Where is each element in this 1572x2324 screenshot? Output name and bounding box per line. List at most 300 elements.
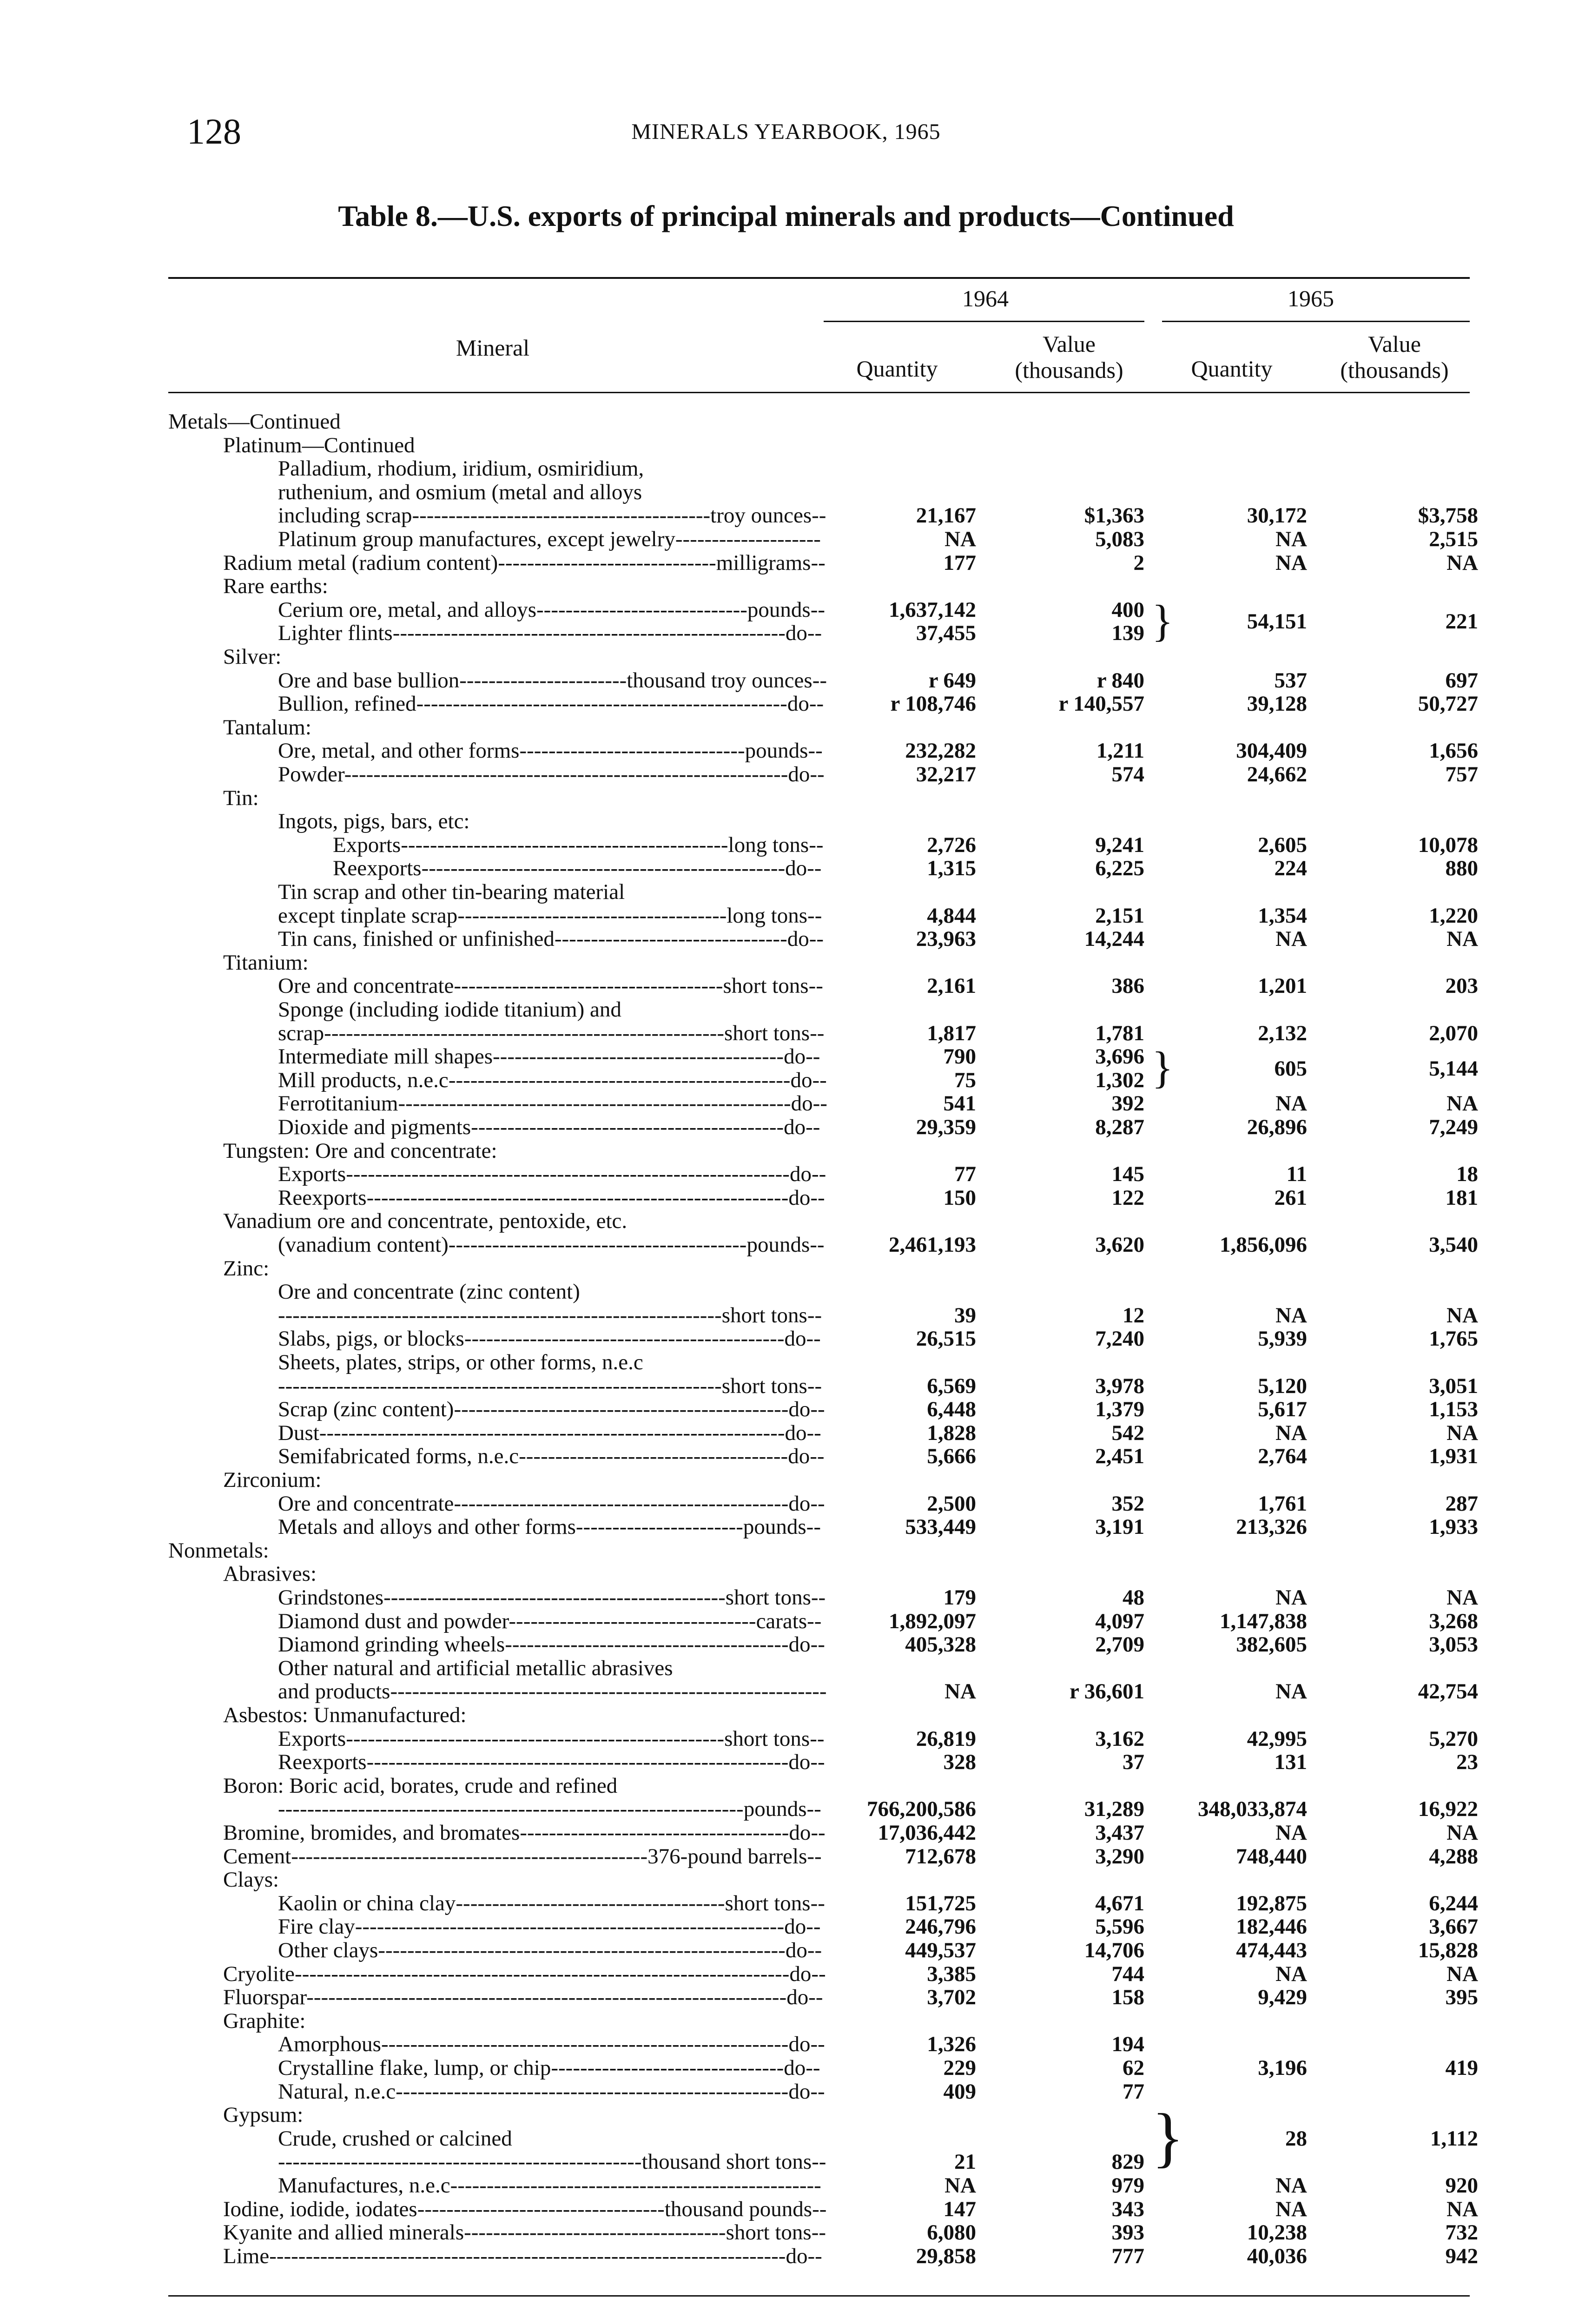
cell-q64: 37,455	[916, 621, 976, 646]
dot-leader: -------------------------------------	[519, 1444, 788, 1469]
cell-q65: 28	[1285, 2126, 1307, 2151]
cell-v65: 203	[1445, 974, 1478, 998]
cell-q64: 1,828	[927, 1420, 976, 1445]
dot-leader: -------------------------------------	[456, 1891, 725, 1915]
cell-q64: 26,819	[916, 1726, 976, 1751]
dot-leader: --	[810, 1021, 825, 1045]
dot-leader: ----------------------------------------------------------	[366, 1750, 789, 1775]
cell-q64: 39	[954, 1303, 976, 1327]
cell-v65: 5,270	[1429, 1726, 1478, 1751]
page-number: 128	[187, 111, 241, 152]
dot-leader: --	[810, 1397, 825, 1422]
row-label-text: Fire clay	[278, 1915, 355, 1939]
row-label	[278, 527, 821, 552]
cell-v65: NA	[1447, 1420, 1478, 1445]
row-label-text: Mill products, n.e.c	[278, 1068, 449, 1092]
cell-v65: 419	[1445, 2056, 1478, 2080]
cell-v64: r 36,601	[1069, 1679, 1144, 1704]
cell-q64: 21	[954, 2150, 976, 2174]
row-label-text: Reexports	[278, 1750, 367, 1775]
cell-q65: NA	[1275, 1303, 1307, 1327]
row-unit: do	[788, 1750, 811, 1775]
row-label-text: Crude, crushed or calcined	[278, 2126, 512, 2151]
row-label-text: Ferrotitanium	[278, 1091, 398, 1116]
row-label	[278, 691, 824, 716]
row-label-text: Vanadium ore and concentrate, pentoxide, etc.	[223, 1209, 627, 1234]
row-unit: do	[788, 1185, 811, 1210]
row-label-text: Dioxide and pigments	[278, 1115, 471, 1139]
dot-leader: --	[810, 597, 826, 622]
cell-q64: NA	[945, 1679, 976, 1704]
row-unit: do	[785, 1420, 807, 1445]
row-label	[223, 715, 311, 740]
cell-q65: 26,896	[1247, 1115, 1307, 1139]
cell-q65: 224	[1274, 856, 1307, 881]
dot-leader: --	[810, 1726, 825, 1751]
dot-leader: -------------------------------------------------	[291, 1844, 648, 1868]
dot-leader: --	[809, 832, 824, 857]
header-year-1965: 1965	[1288, 285, 1334, 311]
cell-v64: 158	[1111, 1985, 1144, 2010]
row-label	[223, 1820, 826, 1845]
row-label	[278, 2079, 825, 2104]
cell-v64: 3,696	[1095, 1044, 1144, 1069]
row-label-text: Slabs, pigs, or blocks	[278, 1327, 464, 1351]
row-label	[278, 1891, 825, 1916]
cell-q64: 5,666	[927, 1444, 976, 1469]
row-label-text: Manufactures, n.e.c	[278, 2173, 450, 2198]
cell-v64: 1,302	[1095, 1068, 1144, 1092]
dot-leader: --------------------------------	[551, 2056, 784, 2080]
cell-q65: NA	[1275, 1091, 1307, 1116]
row-unit: do	[788, 1632, 811, 1657]
row-unit: 376-pound barrels	[647, 1844, 807, 1868]
row-label	[223, 1208, 627, 1234]
cell-v64: 14,244	[1084, 927, 1144, 951]
cell-q65: 2,605	[1258, 832, 1307, 857]
dot-leader: -----------------------------------------	[448, 1233, 747, 1257]
cell-q65: NA	[1275, 927, 1307, 951]
cell-q64: 147	[943, 2197, 976, 2221]
row-label-text: Tin scrap and other tin-bearing material	[278, 880, 625, 904]
dot-leader: ---------------------------------------------	[401, 832, 728, 857]
dot-leader: ------------------------------	[498, 550, 716, 575]
row-label	[278, 1679, 827, 1704]
cell-q65: 24,662	[1247, 762, 1307, 786]
row-unit: do	[784, 1115, 806, 1139]
cell-v64: 393	[1111, 2220, 1144, 2245]
row-label-text: Scrap (zinc content)	[278, 1397, 454, 1422]
row-label	[223, 1467, 321, 1492]
dot-leader: --	[806, 1420, 821, 1445]
cell-v65: 23	[1456, 1750, 1478, 1775]
row-unit: pounds	[747, 597, 811, 622]
dot-leader: --	[808, 739, 823, 763]
dot-leader: --	[807, 2244, 822, 2268]
row-label-text: Exports	[278, 1162, 346, 1187]
cell-v64: 3,437	[1095, 1821, 1144, 1845]
cell-v65: 1,220	[1429, 903, 1478, 928]
dot-leader: -----------------------	[459, 668, 627, 693]
cell-v64: 2,151	[1095, 903, 1144, 928]
dot-leader: ------------------------------------------------------	[396, 2079, 789, 2104]
cell-q64: 328	[943, 1750, 976, 1775]
dot-leader: --------------------------------------------------------------------	[295, 1961, 790, 1986]
cell-v64: 352	[1111, 1491, 1144, 1516]
dot-leader: --	[807, 1609, 822, 1633]
cell-q65: NA	[1275, 1585, 1307, 1610]
dot-leader: ----------------------------------------------	[454, 1491, 789, 1516]
cell-q64: 229	[943, 2056, 976, 2080]
row-label-text: Kaolin or china clay	[278, 1891, 456, 1915]
dot-leader: -------------------------------------	[457, 903, 727, 928]
cell-q65: NA	[1275, 1821, 1307, 1845]
cell-v64: 3,162	[1095, 1726, 1144, 1751]
cell-q65: 474,443	[1236, 1938, 1307, 1962]
row-label-text: Grindstones	[278, 1585, 384, 1610]
cell-q65: 1,147,838	[1220, 1609, 1307, 1633]
cell-q65: 748,440	[1236, 1844, 1307, 1868]
cell-q65: 9,429	[1258, 1985, 1307, 2010]
row-label-text: Rare earths:	[223, 574, 328, 599]
dot-leader: --	[810, 1750, 825, 1775]
dot-leader: --	[810, 762, 825, 786]
row-label-text: Powder	[278, 762, 344, 786]
dot-leader: --	[810, 1444, 825, 1469]
dot-leader: -----------------------------------------------------------------------	[269, 2244, 786, 2268]
cell-v65: 5,144	[1429, 1056, 1478, 1081]
cell-q64: 449,537	[905, 1938, 976, 1962]
dot-leader: --	[807, 1373, 822, 1398]
dot-leader: --	[807, 903, 822, 928]
cell-v64: 4,097	[1095, 1609, 1144, 1633]
row-label-text: Diamond dust and powder	[278, 1609, 509, 1633]
row-label	[223, 1703, 466, 1728]
dot-leader: -----------------------------------------------	[383, 1585, 726, 1610]
row-label	[278, 903, 822, 928]
dot-leader: --	[812, 2197, 827, 2221]
cell-v65: 395	[1445, 1985, 1478, 2010]
row-unit: milligrams	[716, 550, 811, 575]
row-label-text: Tin:	[223, 786, 259, 810]
cell-v65: 10,078	[1418, 832, 1478, 857]
dot-leader: --	[811, 1585, 826, 1610]
row-label	[223, 644, 281, 669]
cell-v64: 62	[1123, 2056, 1144, 2080]
row-label-text: Graphite:	[223, 2008, 306, 2033]
row-label-text: Tantalum:	[223, 715, 311, 739]
cell-v64: 31,289	[1084, 1797, 1144, 1822]
dot-leader: --	[806, 1915, 821, 1939]
row-unit: do	[788, 1397, 811, 1422]
dot-leader: --	[812, 2150, 826, 2174]
cell-q64: 409	[943, 2079, 976, 2104]
cell-q65: 348,033,874	[1198, 1797, 1307, 1822]
cell-q64: r 108,746	[890, 692, 976, 716]
cell-q64: 23,963	[916, 927, 976, 951]
dot-leader: --	[807, 856, 822, 881]
row-label-text: Palladium, rhodium, iridium, osmiridium,	[278, 456, 644, 481]
dot-leader: --	[806, 2173, 821, 2198]
cell-q64: 3,385	[927, 1961, 976, 1986]
row-label	[278, 1938, 822, 1963]
cell-v64: 77	[1123, 2079, 1144, 2104]
cell-v64: 6,225	[1095, 856, 1144, 881]
row-label	[278, 1021, 824, 1046]
row-label	[278, 1914, 821, 1939]
cell-q64: 77	[954, 1162, 976, 1187]
dot-leader: -------------------------------------------------------------	[346, 1162, 790, 1187]
cell-v64: 979	[1111, 2173, 1144, 2198]
cell-v64: 1,781	[1095, 1021, 1144, 1045]
row-label-text: Asbestos: Unmanufactured:	[223, 1703, 467, 1727]
row-label-text: Kyanite and allied minerals	[223, 2220, 464, 2245]
dot-leader: ----------------------------------------------------	[346, 1726, 725, 1751]
dot-leader: --	[806, 1515, 821, 1539]
cell-v64: r 840	[1096, 668, 1144, 693]
row-label-text: Titanium:	[223, 950, 309, 975]
dot-leader: ----------------------------------------------------------------	[278, 1797, 744, 1822]
row-label-text: Ore, metal, and other forms	[278, 739, 520, 763]
row-label-text: Metals and alloys and other forms	[278, 1515, 576, 1539]
cell-q64: 151,725	[905, 1891, 976, 1915]
row-unit: thousand short tons	[641, 2150, 812, 2174]
row-label	[278, 480, 642, 505]
row-label	[278, 2149, 826, 2174]
row-label-text: Ore and concentrate (zinc content)	[278, 1280, 580, 1304]
row-unit: do	[787, 927, 809, 951]
row-label	[223, 1138, 497, 1163]
cell-q64: 1,892,097	[889, 1609, 976, 1633]
cell-v64: 14,706	[1084, 1938, 1144, 1962]
dot-leader: ------------------------------------------------------------------	[306, 1985, 787, 2010]
cell-v64: 12	[1123, 1303, 1144, 1327]
row-label-text: Silver:	[223, 645, 282, 669]
cell-q64: 246,796	[905, 1915, 976, 1939]
cell-q64: 17,036,442	[878, 1821, 976, 1845]
row-label-text: Zinc:	[223, 1256, 270, 1281]
cell-v64: 139	[1111, 621, 1144, 646]
dot-leader: --	[806, 1797, 821, 1822]
row-label	[278, 1232, 825, 1257]
cell-q65: 2,132	[1258, 1021, 1307, 1045]
cell-q64: 1,637,142	[889, 597, 976, 622]
dot-leader: --	[810, 1632, 825, 1657]
cell-q65: 5,120	[1258, 1373, 1307, 1398]
cell-v65: 942	[1445, 2244, 1478, 2268]
row-label-text: Lime	[223, 2244, 270, 2268]
row-label-text: Clays:	[223, 1868, 279, 1892]
row-label	[278, 1491, 825, 1516]
cell-q65: 304,409	[1236, 739, 1307, 763]
row-label	[278, 1068, 827, 1093]
cell-v64: 744	[1111, 1961, 1144, 1986]
row-unit: long tons	[727, 903, 808, 928]
row-label-text: and products	[278, 1679, 390, 1704]
cell-v65: 15,828	[1418, 1938, 1478, 1962]
cell-v65: 221	[1445, 609, 1478, 634]
cell-v64: 3,620	[1095, 1233, 1144, 1257]
dot-leader: ---------------------------------------------------	[416, 692, 787, 716]
row-label-text: Exports	[333, 832, 401, 857]
row-label-text: Nonmetals:	[168, 1538, 269, 1563]
dot-leader: -------------------------------------	[520, 1821, 789, 1845]
cell-v64: 2,709	[1095, 1632, 1144, 1657]
cell-v64: 5,596	[1095, 1915, 1144, 1939]
dot-leader: ----------------------------------------	[493, 1044, 784, 1069]
row-label	[278, 1373, 822, 1399]
cell-v65: NA	[1447, 1303, 1478, 1327]
cell-q65: 40,036	[1247, 2244, 1307, 2268]
cell-v64: 122	[1111, 1185, 1144, 1210]
cell-q65: NA	[1275, 527, 1307, 551]
row-label	[168, 409, 341, 434]
row-label-text: Sheets, plates, strips, or other forms, n.e.c	[278, 1350, 643, 1374]
row-label	[278, 1444, 825, 1469]
dot-leader: --	[811, 1961, 826, 1986]
row-label-text: Cerium ore, metal, and alloys	[278, 597, 537, 622]
cell-q65: 192,875	[1236, 1891, 1307, 1915]
dot-leader: --	[811, 550, 826, 575]
dot-leader: --	[810, 2079, 825, 2104]
row-unit: pounds	[743, 1515, 806, 1539]
dot-leader: --	[809, 927, 824, 951]
cell-v65: 18	[1456, 1162, 1478, 1187]
cell-v65: NA	[1447, 1961, 1478, 1986]
cell-q64: 29,359	[916, 1115, 976, 1139]
cell-q65: NA	[1275, 1961, 1307, 1986]
row-label-text: Radium metal (radium content)	[223, 550, 498, 575]
cell-v65: 16,922	[1418, 1797, 1478, 1822]
header-value-line2: (thousands)	[1340, 357, 1449, 383]
row-label	[278, 503, 826, 528]
cell-v64: 5,083	[1095, 527, 1144, 551]
row-unit: do	[788, 2079, 811, 2104]
cell-v65: 697	[1445, 668, 1478, 693]
dot-leader: --	[807, 1303, 822, 1327]
cell-q65: 1,354	[1258, 903, 1307, 928]
row-unit: do	[785, 621, 807, 646]
row-unit: do	[786, 2244, 808, 2268]
cell-q65: 1,761	[1258, 1491, 1307, 1516]
cell-q64: 75	[954, 1068, 976, 1092]
row-label	[278, 762, 825, 787]
row-unit: do	[784, 1915, 806, 1939]
row-label	[278, 926, 824, 951]
cell-q65: 54,151	[1247, 609, 1307, 634]
row-unit: short tons	[724, 1021, 810, 1045]
dot-leader: ----------------------------------------------------------	[390, 1679, 812, 1704]
cell-q65: 3,196	[1258, 2056, 1307, 2080]
dot-leader: --	[810, 2032, 825, 2057]
row-label-text: Gypsum:	[223, 2103, 304, 2127]
row-label	[223, 950, 309, 975]
dot-leader: --	[810, 1491, 825, 1516]
dot-leader: -----------------------	[575, 1515, 743, 1539]
cell-q64: 4,844	[927, 903, 976, 928]
row-label-text: Lighter flints	[278, 621, 393, 646]
cell-q64: 6,569	[927, 1373, 976, 1398]
cell-v65: 4,288	[1429, 1844, 1478, 1868]
row-label	[278, 973, 823, 998]
dot-leader: ---------------------------------------	[505, 1632, 789, 1657]
cell-v64: 829	[1111, 2150, 1144, 2174]
row-label-text: Ingots, pigs, bars, etc:	[278, 809, 470, 834]
cell-v64: 386	[1111, 974, 1144, 998]
cell-v64: 2,451	[1095, 1444, 1144, 1469]
row-label	[278, 1726, 825, 1751]
row-label	[278, 1750, 825, 1775]
cell-v64: 9,241	[1095, 832, 1144, 857]
cell-v64: 542	[1111, 1420, 1144, 1445]
row-label-text: except tinplate scrap	[278, 903, 458, 928]
row-label-text: Zirconium:	[223, 1468, 322, 1492]
row-unit: do	[785, 856, 807, 881]
dot-leader: --	[810, 1233, 825, 1257]
cell-v65: 1,933	[1429, 1515, 1478, 1539]
cell-q65: 10,238	[1247, 2220, 1307, 2245]
cell-q64: 405,328	[905, 1632, 976, 1657]
cell-q64: 3,702	[927, 1985, 976, 2010]
cell-v65: 287	[1445, 1491, 1478, 1516]
row-label-text: Sponge (including iodide titanium) and	[278, 997, 621, 1022]
cell-q64: 1,817	[927, 1021, 976, 1045]
cell-v65: 181	[1445, 1185, 1478, 1210]
row-unit: pounds	[746, 1233, 810, 1257]
cell-v65: 1,931	[1429, 1444, 1478, 1469]
header-value-line2: (thousands)	[1015, 357, 1123, 383]
cell-v65: 3,667	[1429, 1915, 1478, 1939]
cell-q65: NA	[1275, 1679, 1307, 1704]
dot-leader: --	[811, 1162, 826, 1187]
dot-leader: --------------------------------	[554, 927, 787, 951]
row-label	[223, 1961, 826, 1987]
cell-v64: r 140,557	[1058, 692, 1144, 716]
dot-leader: --	[810, 1891, 825, 1915]
row-label	[278, 1514, 821, 1539]
row-label	[223, 433, 415, 458]
row-label	[223, 1256, 269, 1281]
row-label	[223, 1561, 317, 1586]
row-label	[278, 1044, 820, 1069]
row-unit: do	[788, 1491, 811, 1516]
row-unit: short tons	[723, 974, 809, 998]
cell-q65: 605	[1274, 1056, 1307, 1081]
dot-leader: -----------------------------------------------	[448, 1068, 791, 1092]
cell-q65: 11	[1286, 1162, 1307, 1187]
row-label	[278, 809, 470, 834]
row-label	[278, 2173, 821, 2198]
dot-leader: --	[806, 527, 821, 551]
row-label-text: Ore and base bullion	[278, 668, 460, 693]
cell-v64: 392	[1111, 1091, 1144, 1116]
row-label-text: ruthenium, and osmium (metal and alloys	[278, 480, 642, 504]
row-unit: do	[785, 1938, 807, 1962]
cell-q64: 2,726	[927, 832, 976, 857]
cell-q64: NA	[945, 2173, 976, 2198]
cell-v65: NA	[1447, 550, 1478, 575]
cell-q65: 39,128	[1247, 692, 1307, 716]
header-year-1964: 1964	[962, 285, 1009, 311]
row-label	[223, 1985, 823, 2010]
row-label-text: scrap	[278, 1021, 324, 1045]
row-label-text: Diamond grinding wheels	[278, 1632, 505, 1657]
row-label-text: Reexports	[333, 856, 422, 881]
cell-q64: 1,315	[927, 856, 976, 881]
row-unit: do	[791, 1091, 813, 1116]
dot-leader: --	[807, 1938, 822, 1962]
header-value-line1: Value	[1368, 331, 1421, 357]
